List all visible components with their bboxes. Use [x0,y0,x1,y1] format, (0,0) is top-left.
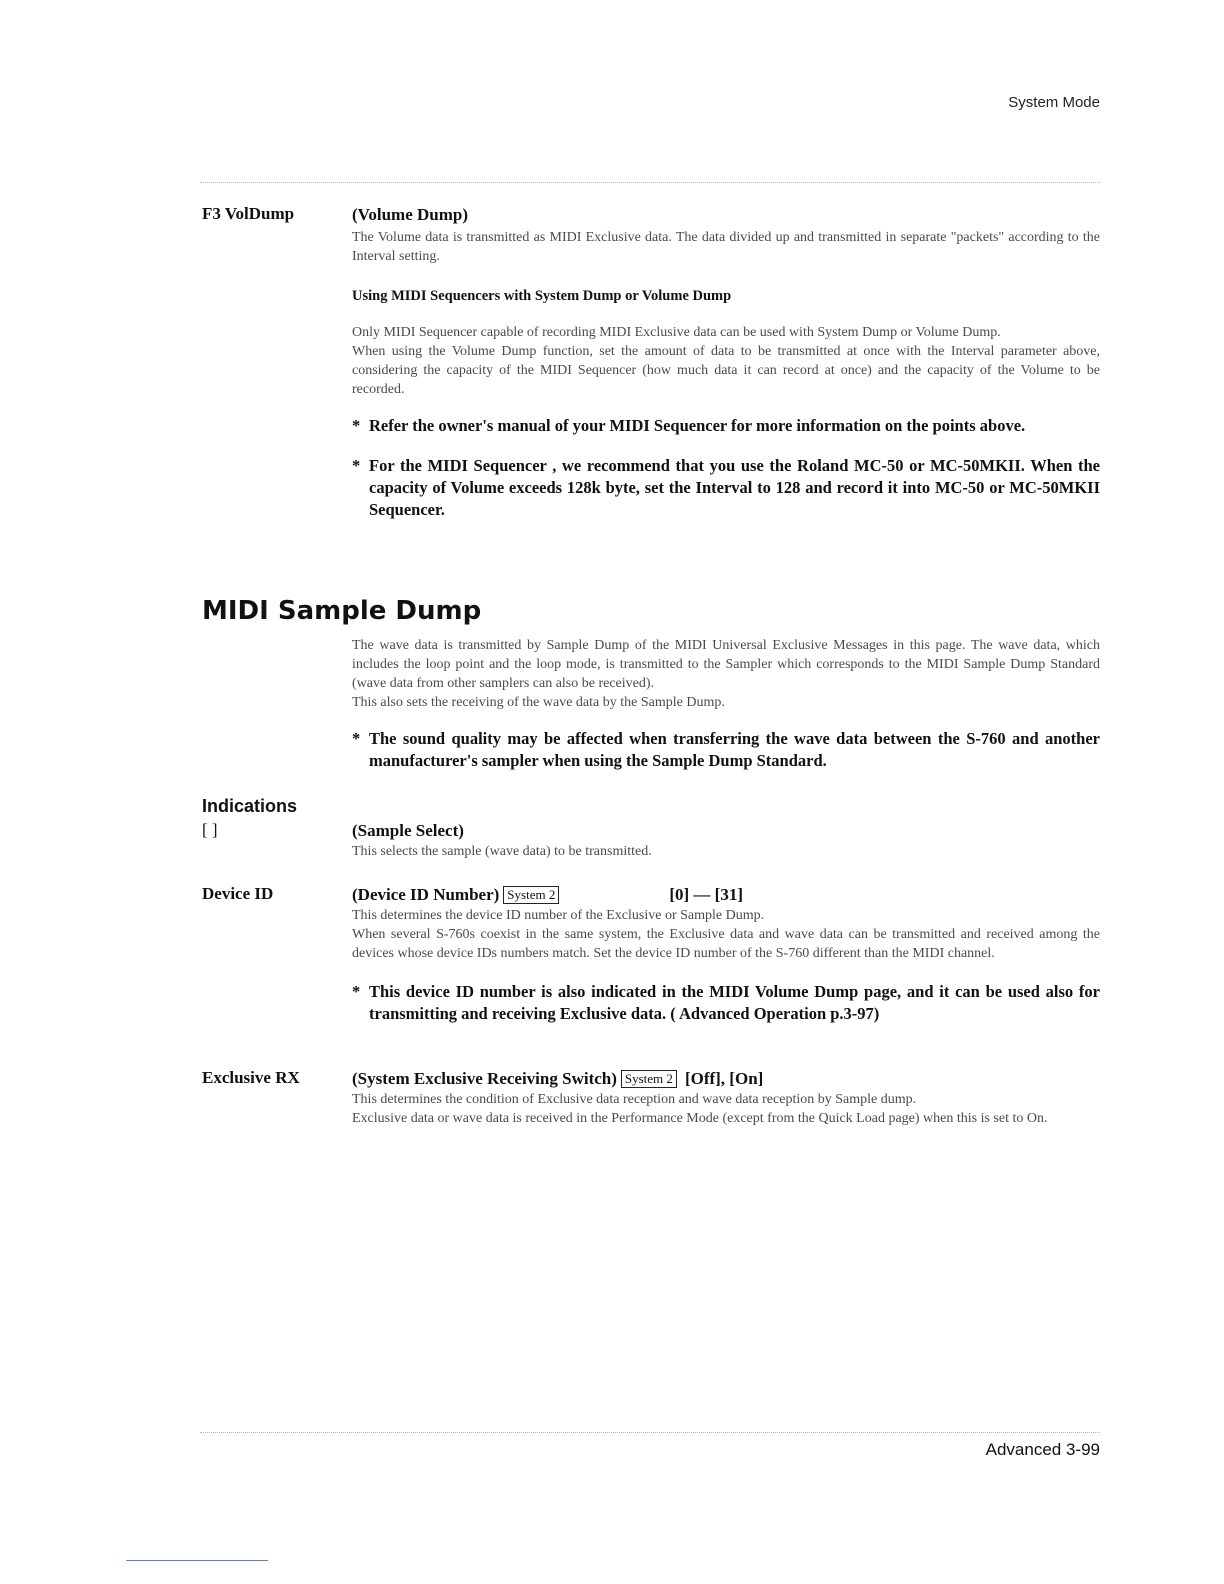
note-sound-quality-text: The sound quality may be affected when transferring the wave data between the S-760 and another manufacturer's sampler when using the Sample Dump Standard. [369,729,1100,770]
voldump-label: F3 VolDump [202,204,295,223]
note-device-id-text: This device ID number is also indicated in the MIDI Volume Dump page, and it can be used also for transmitting and receiving Exclusive data. ( Advanced Operation p.3-97) [369,982,1100,1023]
indications-heading: Indications [202,796,298,816]
page-number: Advanced 3-99 [985,1440,1100,1459]
exclusive-rx-label: Exclusive RX [202,1068,300,1087]
device-id-desc-1: This determines the device ID number of the Exclusive or Sample Dump. [352,908,765,923]
sample-dump-section [352,636,1100,772]
sample-select-label: [ ] [202,820,218,839]
section-title-midi-sample-dump: MIDI Sample Dump [202,596,482,626]
note-mc50-text: For the MIDI Sequencer , we recommend that you use the Roland MC-50 or MC-50MKII. When the capacity of Volume exceeds 128k byte, set the Interval to 128 and record it into MC-50 or MC-50MKII Sequencer. [369,456,1100,519]
sample-dump-para-2: This also sets the receiving of the wave data by the Sample Dump. [352,695,725,710]
sample-select-section [352,820,1100,861]
note-refer-manual-text: Refer the owner's manual of your MIDI Sequencer for more information on the points above. [369,416,1026,435]
top-divider [200,182,1100,183]
note-device-id: * This device ID number is also indicated in the MIDI Volume Dump page, and it can be used also for transmitting and receiving Exclusive data. ( Advanced Operation p.3-97) [352,982,1100,1023]
bottom-edge-line [126,1560,268,1561]
device-id-title: (Device ID Number) [352,885,500,904]
exclusive-rx-desc-1: This determines the condition of Exclusive data reception and wave data reception by Sample dump. [352,1092,917,1107]
note-mc50: * For the MIDI Sequencer , we recommend that you use the Roland MC-50 or MC-50MKII. When the capacity of Volume exceeds 128k byte, set the Interval to 128 and record it into MC-50 or MC-50MKII Sequencer. [352,456,1100,519]
exclusive-rx-heading-row [352,1068,1100,1090]
exclusive-rx-options: [Off], [On] [684,1069,764,1088]
device-id-heading-row [352,884,1100,906]
voldump-section [352,204,1100,521]
running-header: System Mode [1008,94,1100,111]
device-id-desc-2: When several S-760s coexist in the same system, the Exclusive data and wave data can be transmitted and received among the devices whose device IDs numbers match. Set the device ID number of the S-760 different than the MIDI channel. [352,927,1100,961]
exclusive-rx-system-tag: System 2 [621,1070,677,1088]
voldump-desc: The Volume data is transmitted as MIDI Exclusive data. The data divided up and transmitted in separate "packets" according to the Interval setting. [352,230,1100,264]
bottom-divider [200,1432,1100,1433]
exclusive-rx-section [352,1068,1100,1128]
exclusive-rx-title: (System Exclusive Receiving Switch) [352,1069,617,1088]
note-refer-manual: * Refer the owner's manual of your MIDI Sequencer for more information on the points above. [352,416,1026,435]
note-sound-quality: * The sound quality may be affected when transferring the wave data between the S-760 and another manufacturer's sampler when using the Sample Dump Standard. [352,729,1100,770]
device-id-label: Device ID [202,884,274,903]
device-id-range: [0] — [31] [669,885,743,904]
exclusive-rx-desc-2: Exclusive data or wave data is received in the Performance Mode (except from the Quick Load page) when this is set to On. [352,1111,1048,1126]
device-id-section [352,884,1100,1025]
sample-select-desc: This selects the sample (wave data) to be transmitted. [352,844,652,859]
sequencer-para-2: When using the Volume Dump function, set the amount of data to be transmitted at once with the Interval parameter above, considering the capacity of the MIDI Sequencer (how much data it can record at once) and the capacity of the Volume to be recorded. [352,344,1100,397]
sequencer-para-1: Only MIDI Sequencer capable of recording MIDI Exclusive data can be used with System Dump or Volume Dump. [352,325,1001,340]
voldump-title: (Volume Dump) [352,205,469,224]
sequencer-subheading: Using MIDI Sequencers with System Dump or Volume Dump [352,288,732,304]
device-id-system-tag: System 2 [503,886,559,904]
sample-select-title: (Sample Select) [352,821,464,840]
sample-dump-para-1: The wave data is transmitted by Sample Dump of the MIDI Universal Exclusive Messages in this page. The wave data, which includes the loop point and the loop mode, is transmitted to the Sampler which corresponds to the MIDI Sample Dump Standard (wave data from other samplers can also be received). [352,638,1100,691]
